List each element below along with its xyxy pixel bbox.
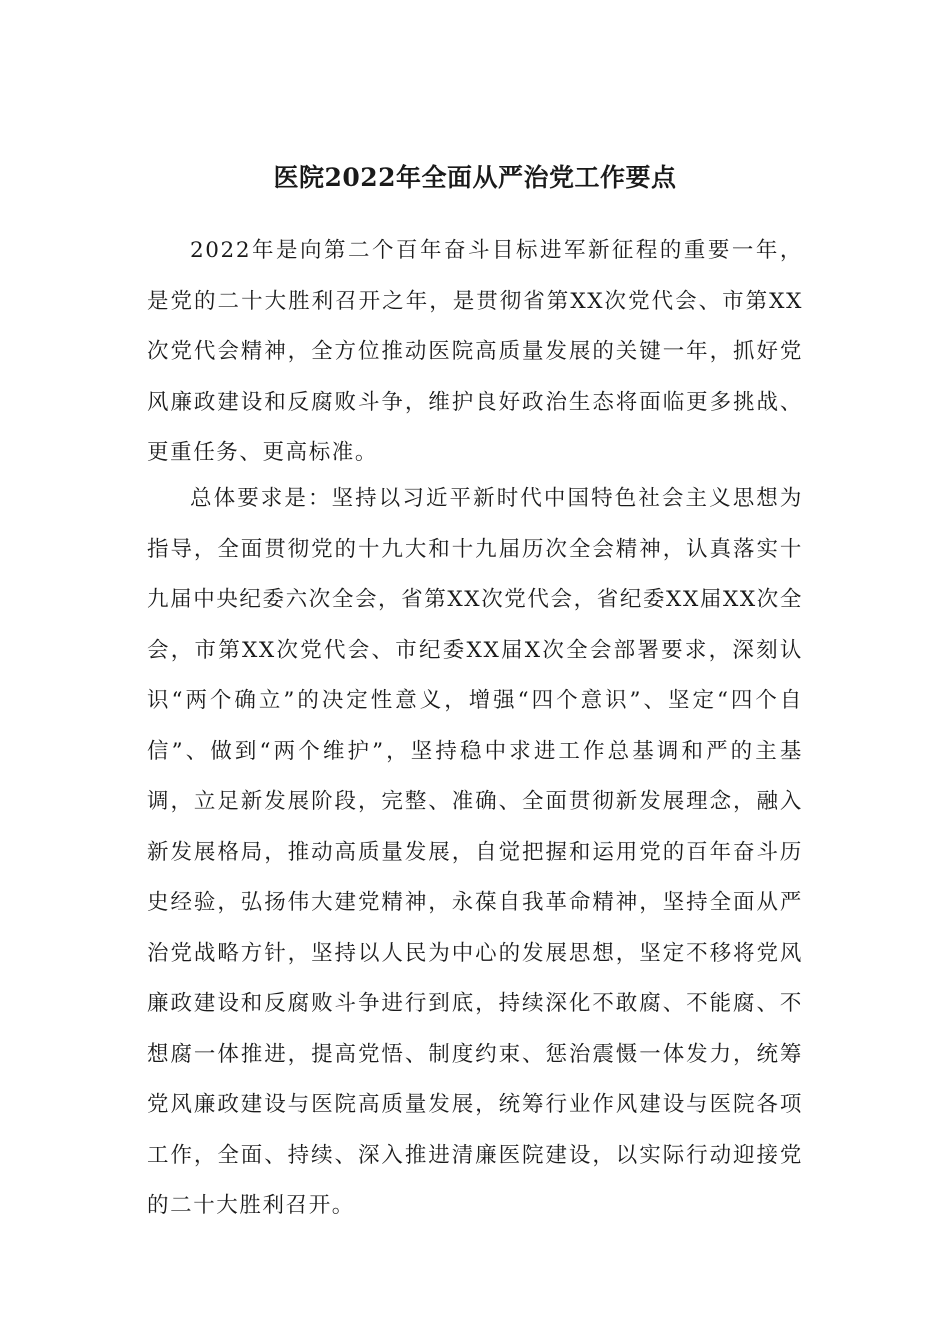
paragraph-overall-requirements: 总体要求是：坚持以习近平新时代中国特色社会主义思想为指导，全面贯彻党的十九大和十九届历次全会精神，认真落实十九届中央纪委六次全会，省第XX次党代会，省纪委XX届XX次全会，市第XX次党代会、市纪委XX届X次全会部署要求，深刻认识“两个确立”的决定性意义，增强“四个意识”、坚定“四个自信”、做到“两个维护”，坚持稳中求进工作总基调和严的主基调，立足新发展阶段，完整、准确、全面贯彻新发展理念，融入新发展格局，推动高质量发展，自觉把握和运用党的百年奋斗历史经验，弘扬伟大建党精神，永葆自我革命精神，坚持全面从严治党战略方针，坚持以人民为中心的发展思想，坚定不移将党风廉政建设和反腐败斗争进行到底，持续深化不敢腐、不能腐、不想腐一体推进，提高党悟、制度约束、惩治震慑一体发力，统筹党风廉政建设与医院高质量发展，统筹行业作风建设与医院各项工作，全面、持续、深入推进清廉医院建设，以实际行动迎接党的二十大胜利召开。 [147,486,803,1218]
document-title: 医院2022年全面从严治党工作要点 [273,163,677,192]
paragraph-intro: 2022年是向第二个百年奋斗目标进军新征程的重要一年，是党的二十大胜利召开之年，是贯彻省第XX次党代会、市第XX次党代会精神，全方位推动医院高质量发展的关键一年，抓好党风廉政建设和反腐败斗争，维护良好政治生态将面临更多挑战、更重任务、更高标准。 [147,238,803,465]
